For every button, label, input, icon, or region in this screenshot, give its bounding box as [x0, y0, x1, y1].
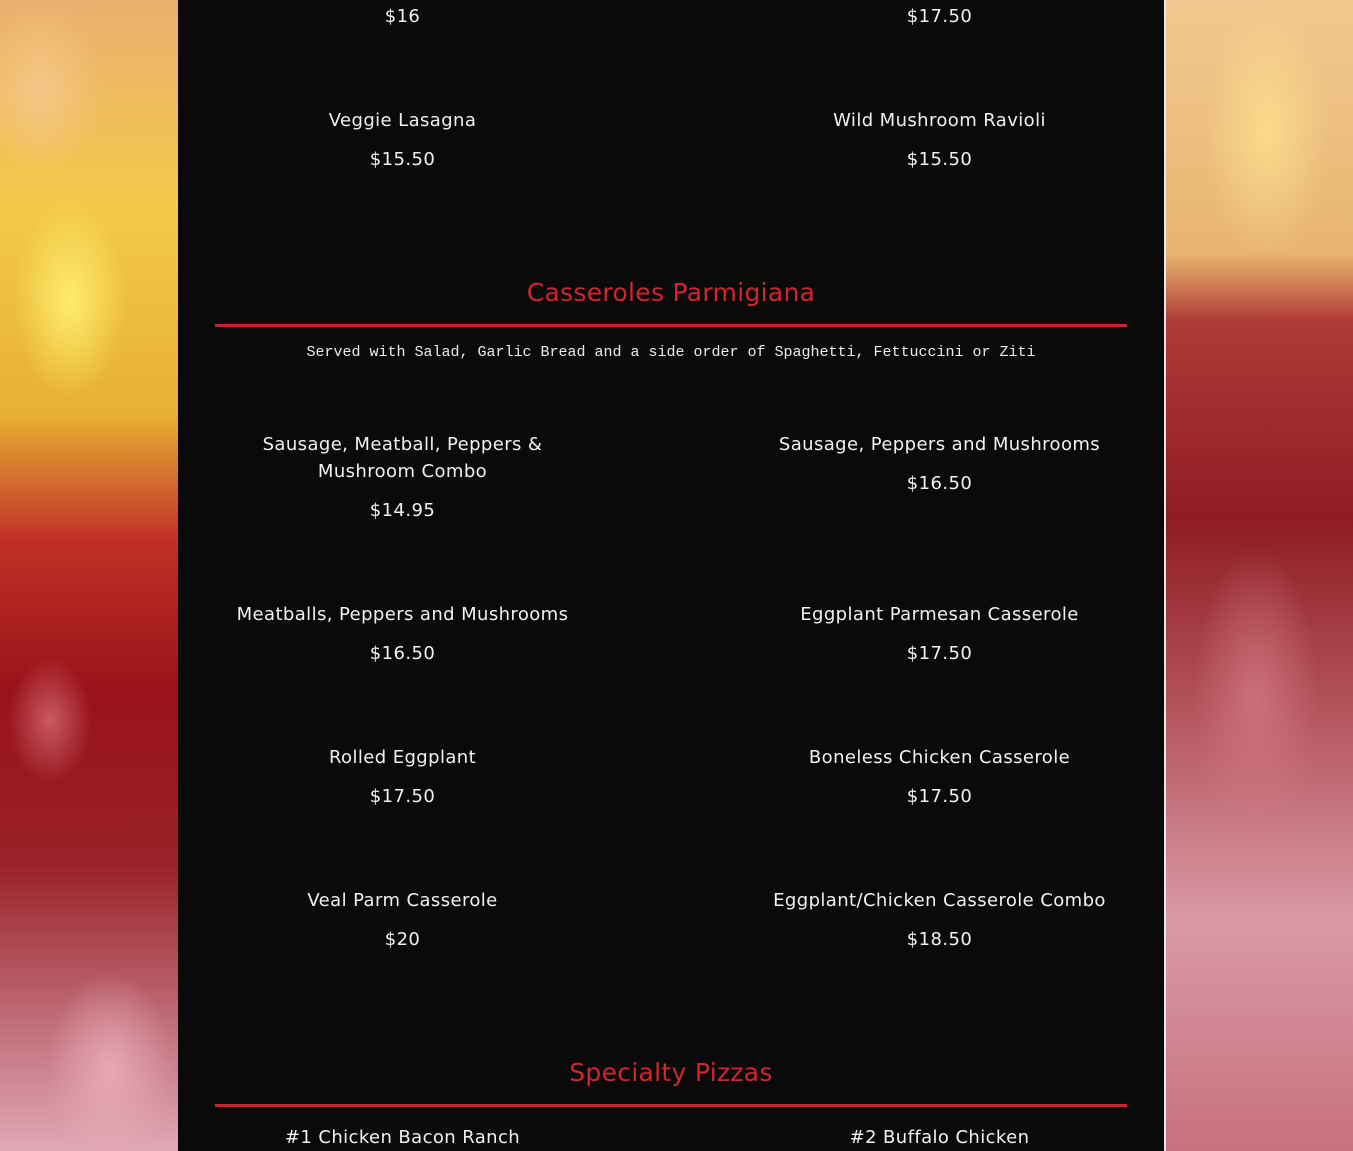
menu-item-price: $15.50	[906, 149, 973, 170]
menu-item-name: Meatballs, Peppers and Mushrooms	[236, 604, 569, 625]
menu-item-name: #2 Buffalo Chicken	[849, 1127, 1030, 1148]
section-title-pizzas: Specialty Pizzas	[569, 1058, 773, 1087]
menu-item-price: $20	[384, 929, 421, 950]
menu-item-name: Wild Mushroom Ravioli	[833, 110, 1046, 131]
menu-item-price: $16.50	[906, 473, 973, 494]
menu-item-name: Veggie Lasagna	[328, 110, 477, 131]
menu-item-price: $15.50	[369, 149, 436, 170]
section-note: Served with Salad, Garlic Bread and a side order of Spaghetti, Fettuccini or Ziti	[306, 344, 1036, 361]
section-divider	[215, 324, 1127, 327]
section-divider	[215, 1104, 1127, 1107]
menu-item-name: Sausage, Peppers and Mushrooms	[778, 434, 1101, 455]
menu-item-name: Veal Parm Casserole	[307, 890, 498, 911]
section-title-casseroles: Casseroles Parmigiana	[526, 278, 816, 307]
menu-item-price: $17.50	[906, 643, 973, 664]
menu-item-name: #1 Chicken Bacon Ranch	[284, 1127, 521, 1148]
menu-item-price: $18.50	[906, 929, 973, 950]
menu-item-price: $16	[384, 6, 421, 27]
menu-item-price: $17.50	[906, 786, 973, 807]
panel-border	[1164, 0, 1166, 1151]
menu-item-price: $14.95	[369, 500, 436, 521]
menu-item-name: Rolled Eggplant	[328, 747, 477, 768]
menu-item-name: Sausage, Meatball, Peppers & Mushroom Combo	[262, 434, 543, 482]
menu-item-price: $17.50	[906, 6, 973, 27]
menu-item-name: Eggplant Parmesan Casserole	[800, 604, 1079, 625]
menu-item-name: Eggplant/Chicken Casserole Combo	[773, 890, 1106, 911]
menu-item-price: $16.50	[369, 643, 436, 664]
background-photo-left	[0, 0, 178, 1151]
menu-item-price: $17.50	[369, 786, 436, 807]
menu-item-name: Boneless Chicken Casserole	[808, 747, 1071, 768]
background-photo-right	[1166, 0, 1353, 1151]
